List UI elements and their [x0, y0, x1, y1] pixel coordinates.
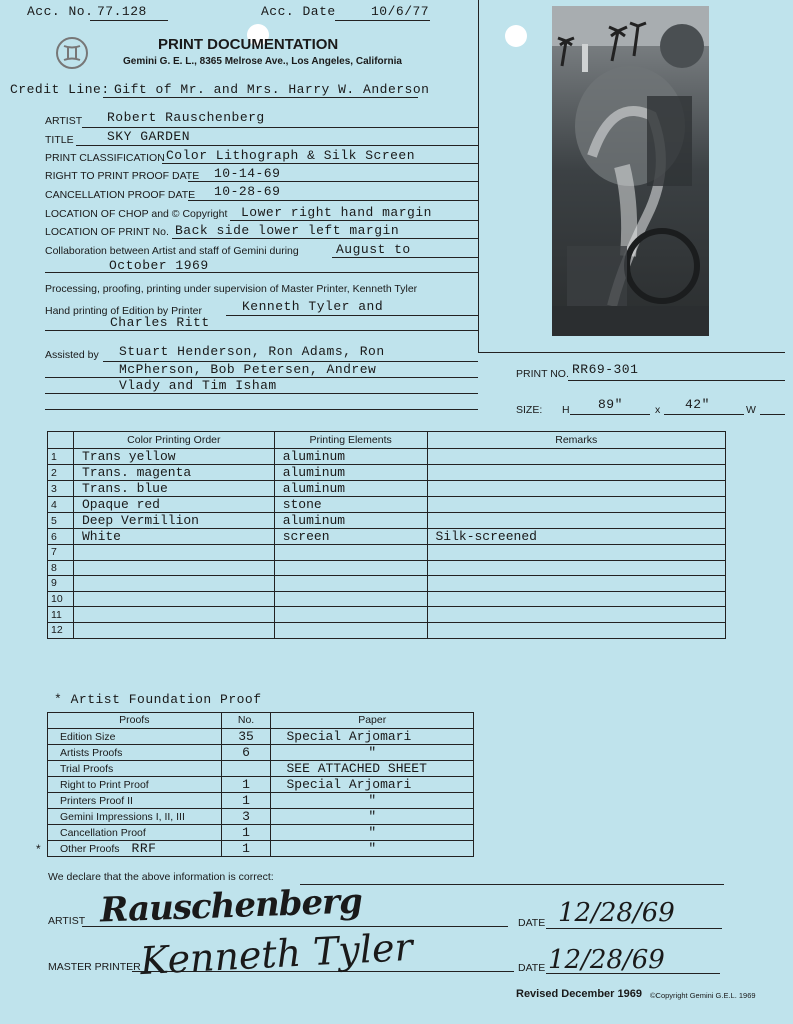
copyright-text: ©Copyright Gemini G.E.L. 1969	[650, 991, 756, 1000]
assisted-value-1: Stuart Henderson, Ron Adams, Ron	[119, 344, 385, 359]
rtp-date-label: RIGHT TO PRINT PROOF DATE	[45, 170, 200, 182]
hand-printing-value-1: Kenneth Tyler and	[242, 299, 384, 314]
color-cell: Opaque red	[73, 497, 274, 513]
form-title: PRINT DOCUMENTATION	[158, 36, 339, 53]
master-printer-signature: Kenneth Tyler	[139, 924, 414, 984]
other-proofs-star: *	[36, 842, 41, 856]
proof-paper-cell: Special Arjomari	[271, 776, 474, 792]
header-remarks: Remarks	[427, 432, 726, 449]
gemini-logo-icon	[55, 36, 89, 70]
chop-label: LOCATION OF CHOP and © Copyright	[45, 208, 228, 220]
color-cell: Trans yellow	[73, 449, 274, 465]
proof-name-cell	[48, 840, 222, 856]
color-table-row	[48, 497, 726, 513]
proofs-table-row	[48, 744, 474, 760]
color-table-row	[48, 513, 726, 529]
header-blank	[48, 432, 74, 449]
element-cell	[274, 545, 427, 561]
remark-cell	[427, 513, 726, 529]
color-cell	[73, 591, 274, 607]
punch-hole-right	[505, 25, 527, 47]
proof-name-cell	[48, 776, 222, 792]
proof-name: Trial Proofs	[60, 762, 114, 775]
color-table-row	[48, 481, 726, 497]
element-cell: aluminum	[274, 449, 427, 465]
size-h-label: H	[562, 404, 570, 416]
element-cell	[274, 576, 427, 592]
acc-no-label: Acc. No.	[27, 4, 94, 19]
classification-label: PRINT CLASSIFICATION	[45, 152, 165, 164]
rtp-date-value: 10-14-69	[214, 166, 281, 181]
artist-signature-label: ARTIST	[48, 915, 86, 927]
print-no-location-label: LOCATION OF PRINT No.	[45, 226, 169, 238]
header-proofs: Proofs	[48, 713, 222, 729]
print-no-location-value: Back side lower left margin	[175, 223, 400, 238]
proofs-table-row	[48, 840, 474, 856]
form-subtitle: Gemini G. E. L., 8365 Melrose Ave., Los Angeles, California	[123, 56, 402, 67]
hand-printing-value-2: Charles Ritt	[110, 315, 210, 330]
remark-cell	[427, 497, 726, 513]
proof-name-cell	[48, 760, 222, 776]
color-table-row	[48, 465, 726, 481]
artist-date-value: 12/28/69	[558, 898, 675, 928]
proof-paper-cell: "	[271, 824, 474, 840]
row-number: 2	[48, 465, 74, 481]
header-printing-elements: Printing Elements	[274, 432, 427, 449]
proof-paper-cell: "	[271, 792, 474, 808]
proof-name: Cancellation Proof	[60, 826, 146, 839]
acc-no-value: 77.128	[97, 4, 147, 19]
header-color-order: Color Printing Order	[73, 432, 274, 449]
proofs-table	[47, 712, 474, 857]
proofs-table-row	[48, 776, 474, 792]
row-number: 9	[48, 576, 74, 592]
proof-name-cell	[48, 824, 222, 840]
remark-cell	[427, 591, 726, 607]
color-table-row	[48, 591, 726, 607]
color-cell	[73, 576, 274, 592]
remark-cell: Silk-screened	[427, 529, 726, 545]
acc-date-label: Acc. Date	[261, 4, 336, 19]
proof-paper-cell: "	[271, 840, 474, 856]
element-cell: aluminum	[274, 513, 427, 529]
collaboration-label: Collaboration between Artist and staff of Gemini during	[45, 245, 299, 257]
proof-name-cell	[48, 808, 222, 824]
proof-name: Gemini Impressions I, II, III	[60, 810, 185, 823]
hand-printing-label: Hand printing of Edition by Printer	[45, 305, 203, 317]
color-table-row	[48, 576, 726, 592]
element-cell: screen	[274, 529, 427, 545]
row-number: 11	[48, 607, 74, 623]
remark-cell	[427, 576, 726, 592]
artist-value: Robert Rauschenberg	[107, 110, 265, 125]
remark-cell	[427, 481, 726, 497]
proof-name: Printers Proof II	[60, 794, 133, 807]
assisted-value-3: Vlady and Tim Isham	[119, 378, 277, 393]
color-table-row	[48, 607, 726, 623]
color-cell	[73, 607, 274, 623]
remark-cell	[427, 465, 726, 481]
print-no-label: PRINT NO.	[516, 368, 569, 380]
element-cell: aluminum	[274, 481, 427, 497]
title-label: TITLE	[45, 134, 74, 146]
color-table-row	[48, 560, 726, 576]
color-cell	[73, 560, 274, 576]
row-number: 8	[48, 560, 74, 576]
proof-count-cell: 35	[221, 728, 271, 744]
collaboration-value-2: October 1969	[109, 258, 209, 273]
proof-count-cell: 1	[221, 824, 271, 840]
proof-paper-cell: "	[271, 808, 474, 824]
color-cell: Trans. blue	[73, 481, 274, 497]
proof-name-cell	[48, 728, 222, 744]
proof-count-cell: 1	[221, 776, 271, 792]
proof-extra: RRF	[131, 840, 157, 856]
proofs-table-row	[48, 792, 474, 808]
acc-date-value: 10/6/77	[371, 4, 430, 19]
chop-value: Lower right hand margin	[241, 205, 432, 220]
remark-cell	[427, 560, 726, 576]
color-cell	[73, 622, 274, 638]
element-cell	[274, 607, 427, 623]
cancel-date-value: 10-28-69	[214, 184, 281, 199]
proofs-table-row	[48, 824, 474, 840]
proof-name: Artists Proofs	[60, 746, 123, 759]
element-cell	[274, 591, 427, 607]
artist-date-label: DATE	[518, 917, 546, 929]
proofs-table-row	[48, 760, 474, 776]
size-w-label: W	[746, 404, 756, 416]
size-w-value: 42"	[685, 397, 710, 412]
proofs-table-header	[48, 713, 474, 729]
assisted-label: Assisted by	[45, 349, 99, 361]
size-h-value: 89"	[598, 397, 623, 412]
credit-line-value: Gift of Mr. and Mrs. Harry W. Anderson	[114, 82, 430, 97]
row-number: 7	[48, 545, 74, 561]
color-table-row	[48, 545, 726, 561]
row-number: 5	[48, 513, 74, 529]
proof-paper-cell: SEE ATTACHED SHEET	[271, 760, 474, 776]
row-number: 10	[48, 591, 74, 607]
proof-paper-cell: Special Arjomari	[271, 728, 474, 744]
proof-count-cell: 1	[221, 792, 271, 808]
proof-name-cell	[48, 744, 222, 760]
proofs-table-row	[48, 728, 474, 744]
color-cell: Trans. magenta	[73, 465, 274, 481]
row-number: 1	[48, 449, 74, 465]
element-cell: aluminum	[274, 465, 427, 481]
declaration-text: We declare that the above information is correct:	[48, 871, 274, 883]
artwork-image	[552, 6, 709, 336]
master-printer-label: MASTER PRINTER	[48, 961, 141, 973]
classification-value: Color Lithograph & Silk Screen	[166, 148, 416, 163]
row-number: 12	[48, 622, 74, 638]
cancel-date-label: CANCELLATION PROOF DATE	[45, 189, 196, 201]
artist-label: ARTIST	[45, 115, 83, 127]
master-date-value: 12/28/69	[548, 945, 665, 975]
proofs-table-row	[48, 808, 474, 824]
color-printing-table	[47, 431, 726, 639]
title-value: SKY GARDEN	[107, 129, 191, 144]
assisted-value-2: McPherson, Bob Petersen, Andrew	[119, 362, 377, 377]
remark-cell	[427, 449, 726, 465]
size-x-label: x	[655, 404, 661, 416]
proof-name: Edition Size	[60, 730, 116, 743]
color-table-row	[48, 449, 726, 465]
credit-line-label: Credit Line:	[10, 82, 110, 97]
row-number: 6	[48, 529, 74, 545]
remark-cell	[427, 545, 726, 561]
proof-count-cell: 6	[221, 744, 271, 760]
color-table-header	[48, 432, 726, 449]
color-cell: White	[73, 529, 274, 545]
foundation-proof-note: * Artist Foundation Proof	[54, 692, 262, 707]
header-paper: Paper	[271, 713, 474, 729]
processing-text: Processing, proofing, printing under supervision of Master Printer, Kenneth Tyler	[45, 283, 418, 295]
proof-count-cell: 1	[221, 840, 271, 856]
remark-cell	[427, 607, 726, 623]
proof-count-cell	[221, 760, 271, 776]
collaboration-value-1: August to	[336, 242, 411, 257]
revised-text: Revised December 1969	[516, 988, 642, 1000]
color-cell	[73, 545, 274, 561]
element-cell	[274, 622, 427, 638]
proof-paper-cell: "	[271, 744, 474, 760]
element-cell: stone	[274, 497, 427, 513]
proof-name-cell	[48, 792, 222, 808]
proof-count-cell: 3	[221, 808, 271, 824]
print-no-value: RR69-301	[572, 362, 639, 377]
element-cell	[274, 560, 427, 576]
header-no: No.	[221, 713, 271, 729]
color-table-row	[48, 529, 726, 545]
artist-signature: Rauschenberg	[99, 881, 363, 931]
row-number: 4	[48, 497, 74, 513]
color-cell: Deep Vermillion	[73, 513, 274, 529]
proof-name: Right to Print Proof	[60, 778, 149, 791]
row-number: 3	[48, 481, 74, 497]
remark-cell	[427, 622, 726, 638]
color-table-row	[48, 622, 726, 638]
master-date-label: DATE	[518, 962, 546, 974]
proof-name: Other Proofs	[60, 842, 120, 855]
size-label: SIZE:	[516, 404, 543, 416]
